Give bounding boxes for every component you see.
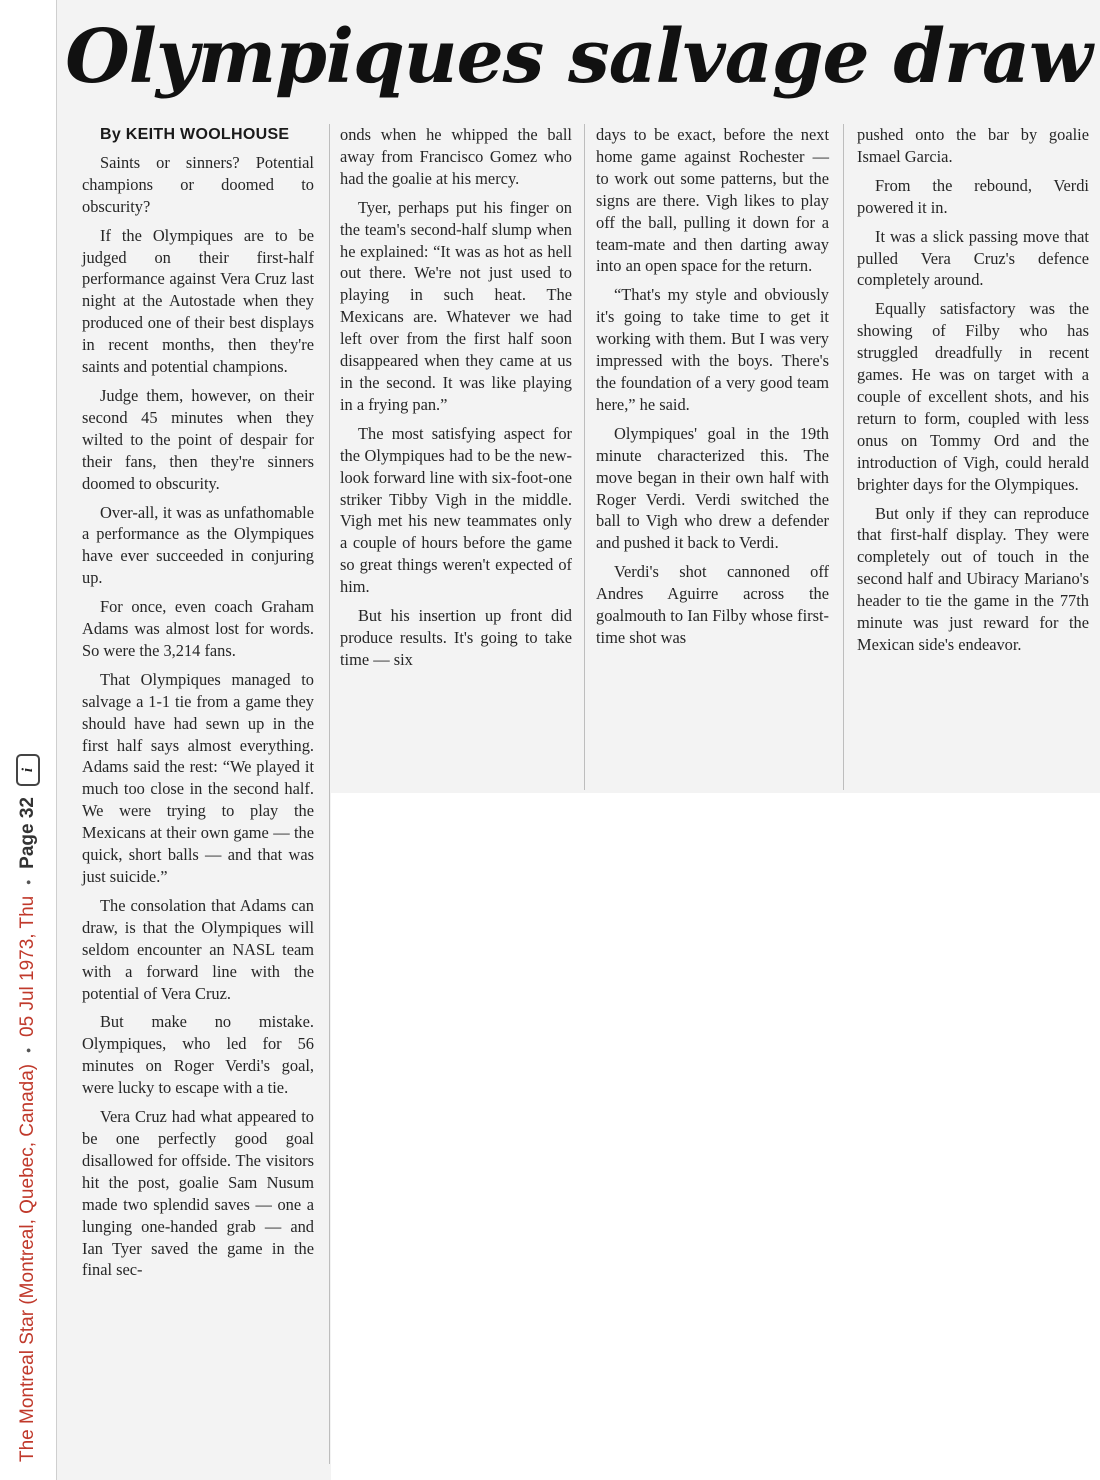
publication-link[interactable]: The Montreal Star (Montreal, Quebec, Canada) [17,1063,38,1462]
column-divider [584,124,585,790]
column-divider [843,124,844,790]
paragraph: Verdi's shot cannoned off Andres Aguirre across the goalmouth to Ian Filby whose first-time shot was [596,562,829,647]
paragraph: It was a slick passing move that pulled Vera Cruz's defence completely around. [857,226,1089,290]
paragraph: onds when he whipped the ball away from Francisco Gomez who had the goalie at his mercy. [340,125,572,188]
paragraph: days to be exact, before the next home game against Rochester — to work out some patterns, but the signs are there. Vigh likes to play off the ball, pulling it down for a team-mate and then darting away into an open space for the return. [596,125,829,276]
separator-dot: • [20,1047,36,1053]
paragraph: From the rebound, Verdi powered it in. [857,175,1089,217]
headline: Olympiques salvage draw [65,14,1092,100]
paragraph: For once, even coach Graham Adams was almost lost for words. So were the 3,214 fans. [82,597,314,660]
publication-sidebar [0,0,57,1480]
article-column-1 [82,124,314,1288]
column-divider [329,124,330,1464]
paragraph: But his insertion up front did produce results. It's going to take time — six [340,606,572,669]
paragraph: “That's my style and obviously it's going to take time to get it working with them. But I was very impressed with the boys. There's the foundation of a very good team here,” he said. [596,285,829,414]
paragraph: Over-all, it was as unfathomable a performance as the Olympiques have ever succeeded in conjuring up. [82,502,314,588]
paragraph: Saints or sinners? Potential champions or doomed to obscurity? [82,152,314,216]
paragraph: That Olympiques managed to salvage a 1-1 tie from a game they should have had sewn up in the first half says almost everything. Adams said the rest: “We played it much too close in the second half. We were trying to play the Mexicans at their own game — the quick, short balls — and that was just suicide.” [82,669,314,886]
paragraph: Olympiques' goal in the 19th minute characterized this. The move began in their own half with Roger Verdi. Verdi switched the ball to Vigh who drew a defender and pushed it back to Verdi. [596,423,829,553]
paragraph: pushed onto the bar by goalie Ismael Garcia. [857,125,1089,166]
byline: By KEITH WOOLHOUSE [100,126,290,143]
article-column-4 [857,124,1089,663]
info-icon[interactable]: i [16,754,40,786]
paragraph: But only if they can reproduce that first-half display. They were completely out of touch in the second half and Ubiracy Mariano's header to tie the game in the 77th minute was just reward for the Mexican side's endeavor. [857,503,1089,654]
paragraph: If the Olympiques are to be judged on their first-half performance against Vera Cruz last night at the Autostade when they produced one of their best displays in recent months, then they're saints and potential champions. [82,225,314,377]
paragraph: Tyer, perhaps put his finger on the team's second-half slump when he explained: “It was as hot as hell out there. We're not just used to playing in such heat. The Mexicans are. Whatever we had left over from the first half soon disappeared when they came at us in the second. It was like playing in a frying pan.” [340,197,572,414]
paragraph: But make no mistake. Olympiques, who led for 56 minutes on Roger Verdi's goal, were lucky to escape with a tie. [82,1012,314,1098]
date-link[interactable]: 05 Jul 1973, Thu [17,895,38,1037]
separator-dot: • [20,879,36,885]
page-number: Page 32 [17,797,38,869]
paragraph: Judge them, however, on their second 45 minutes when they wilted to the point of despair for their fans, then they're sinners doomed to obscurity. [82,385,314,493]
paragraph: The consolation that Adams can draw, is that the Olympiques will seldom encounter an NASL team with a forward line with the potential of Vera Cruz. [82,895,314,1003]
citation-line [16,754,40,1462]
paragraph: Vera Cruz had what appeared to be one perfectly good goal disallowed for offside. The visitors hit the post, goalie Sam Nusum made two splendid saves — one a lunging one-handed grab — and Ian Tyer saved the game in the final sec- [82,1107,314,1280]
article-column-2 [340,124,572,678]
paragraph: Equally satisfactory was the showing of Filby who has struggled dreadfully in recent games. He was on target with a couple of excellent shots, and his return to form, coupled with less onus on Tommy Ord and the introduction of Vigh, could herald brighter days for the Olympiques. [857,299,1089,494]
article-column-3 [596,124,829,656]
paragraph: The most satisfying aspect for the Olympiques had to be the new-look forward line with six-foot-one striker Tibby Vigh in the middle. Vigh met his new teammates only a couple of hours before the game so great things weren't expected of him. [340,423,572,597]
